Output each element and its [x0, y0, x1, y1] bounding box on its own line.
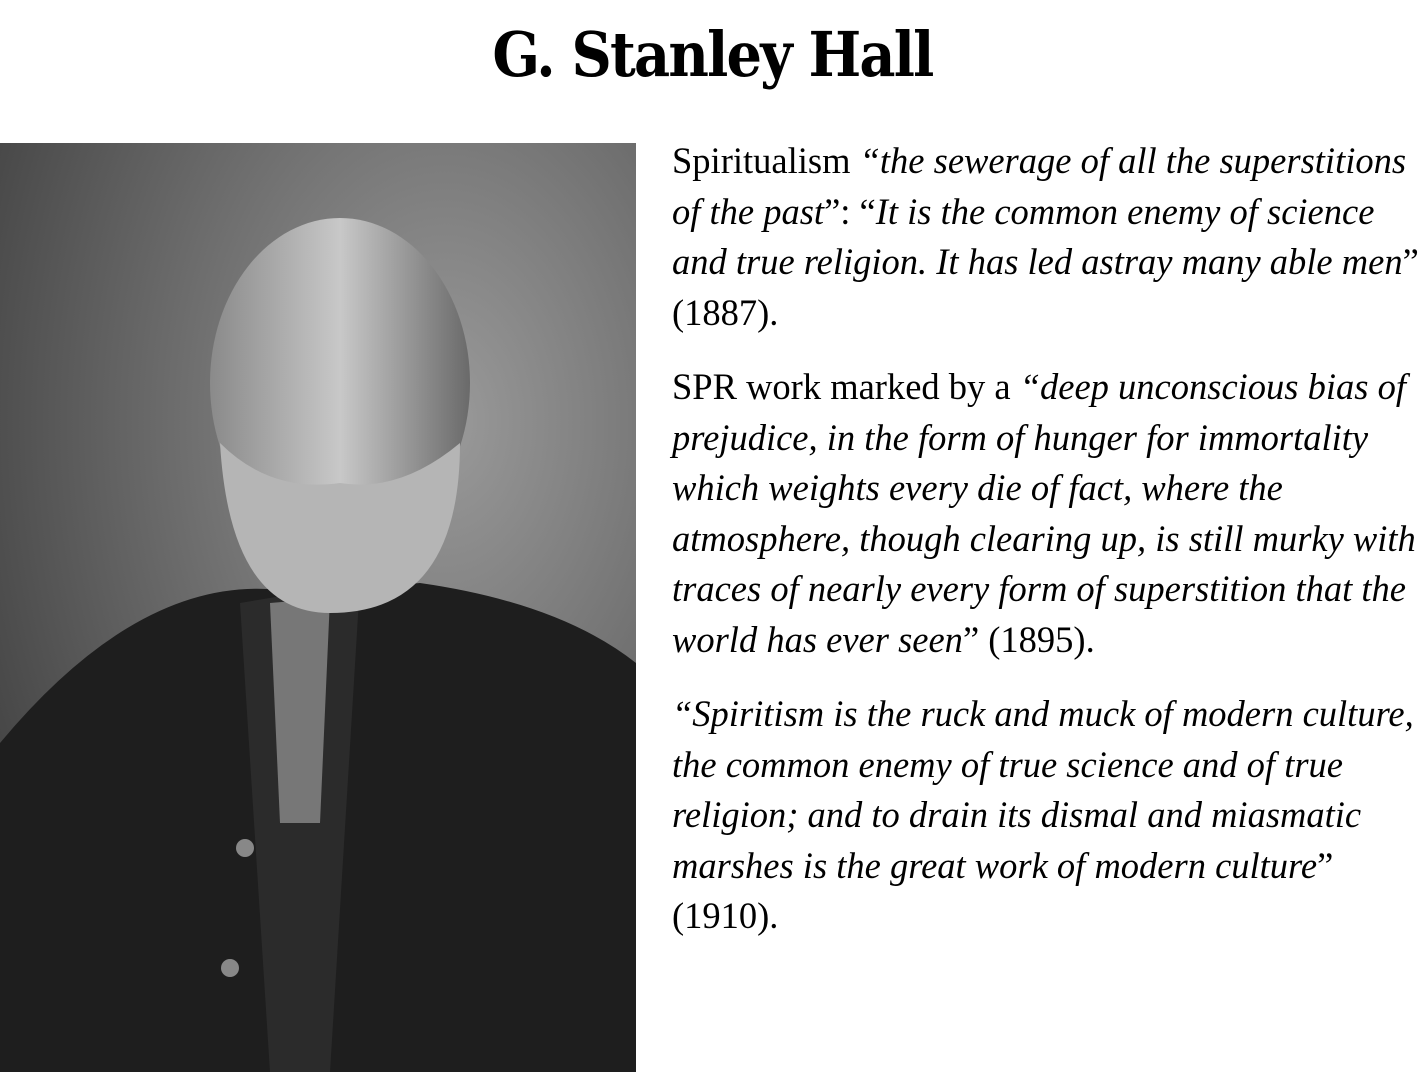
quote-text: It is the common enemy of science and true religion. It has led astray many able men	[672, 190, 1403, 282]
quote-1895	[672, 362, 1424, 665]
slide-title: G. Stanley Hall	[492, 18, 933, 91]
portrait-photo	[0, 143, 636, 1072]
quote-1910	[672, 689, 1424, 942]
quote-text: ”: “	[824, 190, 876, 232]
quotes-column	[672, 136, 1424, 966]
quote-text: Spiritualism	[672, 140, 860, 181]
quote-text: “Spiritism is the ruck and muck of modern culture, the common enemy of true science and of true religion; and to drain its dismal and miasmatic marshes is the great work of modern culture	[672, 693, 1414, 886]
quote-text: “the sewerage of all the superstitions of the past	[672, 140, 1407, 232]
quote-citation: ” (1895).	[962, 618, 1095, 660]
quote-text: SPR work marked by a	[672, 366, 1020, 407]
quote-1887	[672, 136, 1424, 338]
quote-citation: ” (1910).	[672, 844, 1334, 936]
quote-text: “deep unconscious bias of prejudice, in the form of hunger for immortality which weights every die of fact, where the atmosphere, though clearing up, is still murky with traces of nearly every form of superstition that the world has ever seen	[672, 366, 1416, 660]
quote-citation: ” (1887).	[672, 241, 1419, 333]
